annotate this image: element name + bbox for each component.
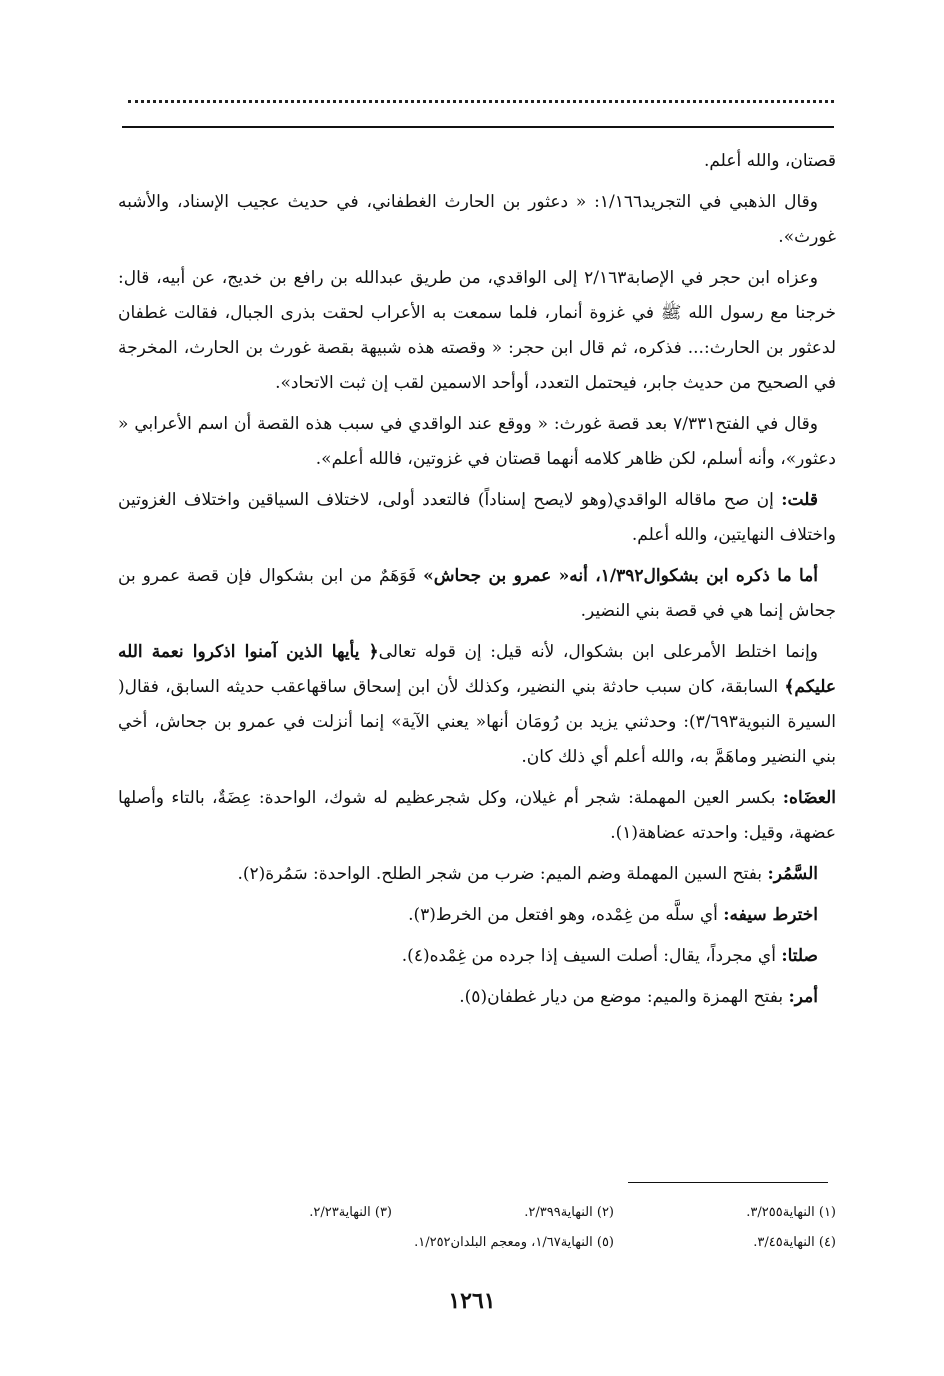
qultu-text: إن صح ماقاله الواقدي(وهو لايصح إسناداً) فالتعدد أولى، لاختلاف السياقين واختلاف الغزوتين واختلاف النهايتين، والله أعلم. xyxy=(118,490,836,545)
ibn-bashkuwal-paragraph xyxy=(118,559,836,629)
quran-verse: ﴿ يأيها الذين آمنوا اذكروا نعمة الله عليكم﴾ xyxy=(118,642,836,697)
footnote-row xyxy=(170,1198,836,1228)
confusion-rest: السابقة، كان سبب حادثة بني النضير، وكذلك لأن ابن إسحاق ساقهاعقب حديثه السابق، فقال( السيرة النبوية٣/٦٩٣): وحدثني يزيد بن رُومَان أنها« يعني الآية» إنما أنزلت في عمرو بن جحاش، أخي بني النضير وماهَمَّ به، والله أعلم أي ذلك كان. xyxy=(118,677,836,767)
definition-term: أمر: xyxy=(788,987,818,1007)
paragraph: قصتان، والله أعلم. xyxy=(703,151,836,171)
qultu-label: قلت: xyxy=(781,490,818,510)
footnote-rule xyxy=(628,1182,828,1183)
paragraph: وعزاه ابن حجر في الإصابة٢/١٦٣ إلى الواقدي، من طريق عبدالله بن رافع بن خديج، عن أبيه، قال: خرجنا مع رسول الله ﷺ في غزوة أنمار، فلما سمعت به الأعراب لحقت بذرى الجبال، فقالت غطفان لدعثور بن الحارث:... فذكره، ثم قال ابن حجر: « وقصته هذه شبيهة بقصة غورث بن الحارث، المخرجة في الصحيح من حديث جابر، فيحتمل التعدد، أوأحد الاسمين لقب إن ثبت الاتحاد». xyxy=(118,268,836,393)
definition-term: العضَاه: xyxy=(782,788,836,808)
page-number: ١٢٦١ xyxy=(448,1288,496,1314)
footnotes xyxy=(170,1198,836,1258)
footnote-3: (٣) النهاية٢/٢٣. xyxy=(309,1205,392,1220)
ibn-bashkuwal-bold: أما ما ذكره ابن بشكوال١/٣٩٢، أنه« عمرو بن جحاش» xyxy=(423,566,818,586)
definition-text: بكسر العين المهملة: شجر أم غيلان، وكل شجرعظيم له شوك، الواحدة: عِضَةٌ، بالتاء وأصلها عضهة، وقيل: واحدته عضاهة(١). xyxy=(118,788,836,843)
qultu-paragraph xyxy=(118,483,836,553)
definition-item xyxy=(118,939,818,974)
confusion-paragraph xyxy=(118,635,836,775)
top-rule xyxy=(122,126,834,128)
definition-term: السَّمُر: xyxy=(767,864,818,884)
definition-item xyxy=(118,898,818,933)
definition-item xyxy=(118,857,818,892)
footnote-1: (١) النهاية٣/٢٥٥. xyxy=(746,1205,836,1220)
definition-item xyxy=(118,980,818,1015)
definition-term: اخترط سيفه: xyxy=(723,905,818,925)
footnote-row xyxy=(170,1228,836,1258)
confusion-intro: وإنما اختلط الأمرعلى ابن بشكوال، لأنه قيل: إن قوله تعالى xyxy=(378,642,819,662)
definition-text: بفتح الهمزة والميم: موضع من ديار غطفان(٥). xyxy=(459,987,789,1007)
paragraph: وقال في الفتح٧/٣٣١ بعد قصة غورث: « ووقع عند الواقدي في سبب هذه القصة أن اسم الأعرابي « دعثور»، وأنه أسلم، لكن ظاهر كلامه أنهما قصتان في غزوتين، فالله أعلم». xyxy=(118,414,836,469)
main-text xyxy=(118,144,836,1021)
definition-text: أي سلَّه من غِمْده، وهو افتعل من الخرط(٣). xyxy=(408,905,724,925)
definition-text: بفتح السين المهملة وضم الميم: ضرب من شجر الطلح. الواحدة: سَمُرة(٢). xyxy=(237,864,768,884)
definition-item xyxy=(118,781,836,851)
definition-text: أي مجرداً، يقال: أصلت السيف إذا جرده من غِمْده(٤). xyxy=(401,946,782,966)
footnote-2: (٢) النهاية٢/٣٩٩. xyxy=(524,1205,614,1220)
ibn-bashkuwal-text: فَوَهَمٌ من ابن بشكوال فإن قصة عمرو بن جحاش إنما هي في قصة بني النضير. xyxy=(118,566,836,621)
footnote-5: (٥) النهاية١/٦٧، ومعجم البلدان١/٢٥٢. xyxy=(414,1235,614,1250)
paragraph: وقال الذهبي في التجريد١/١٦٦: « دعثور بن الحارث الغطفاني، في حديث عجيب الإسناد، والأشبه غورث». xyxy=(118,192,836,247)
dotted-separator xyxy=(128,86,834,103)
footnote-4: (٤) النهاية٣/٤٥. xyxy=(753,1235,836,1250)
definition-term: صلتا: xyxy=(781,946,818,966)
